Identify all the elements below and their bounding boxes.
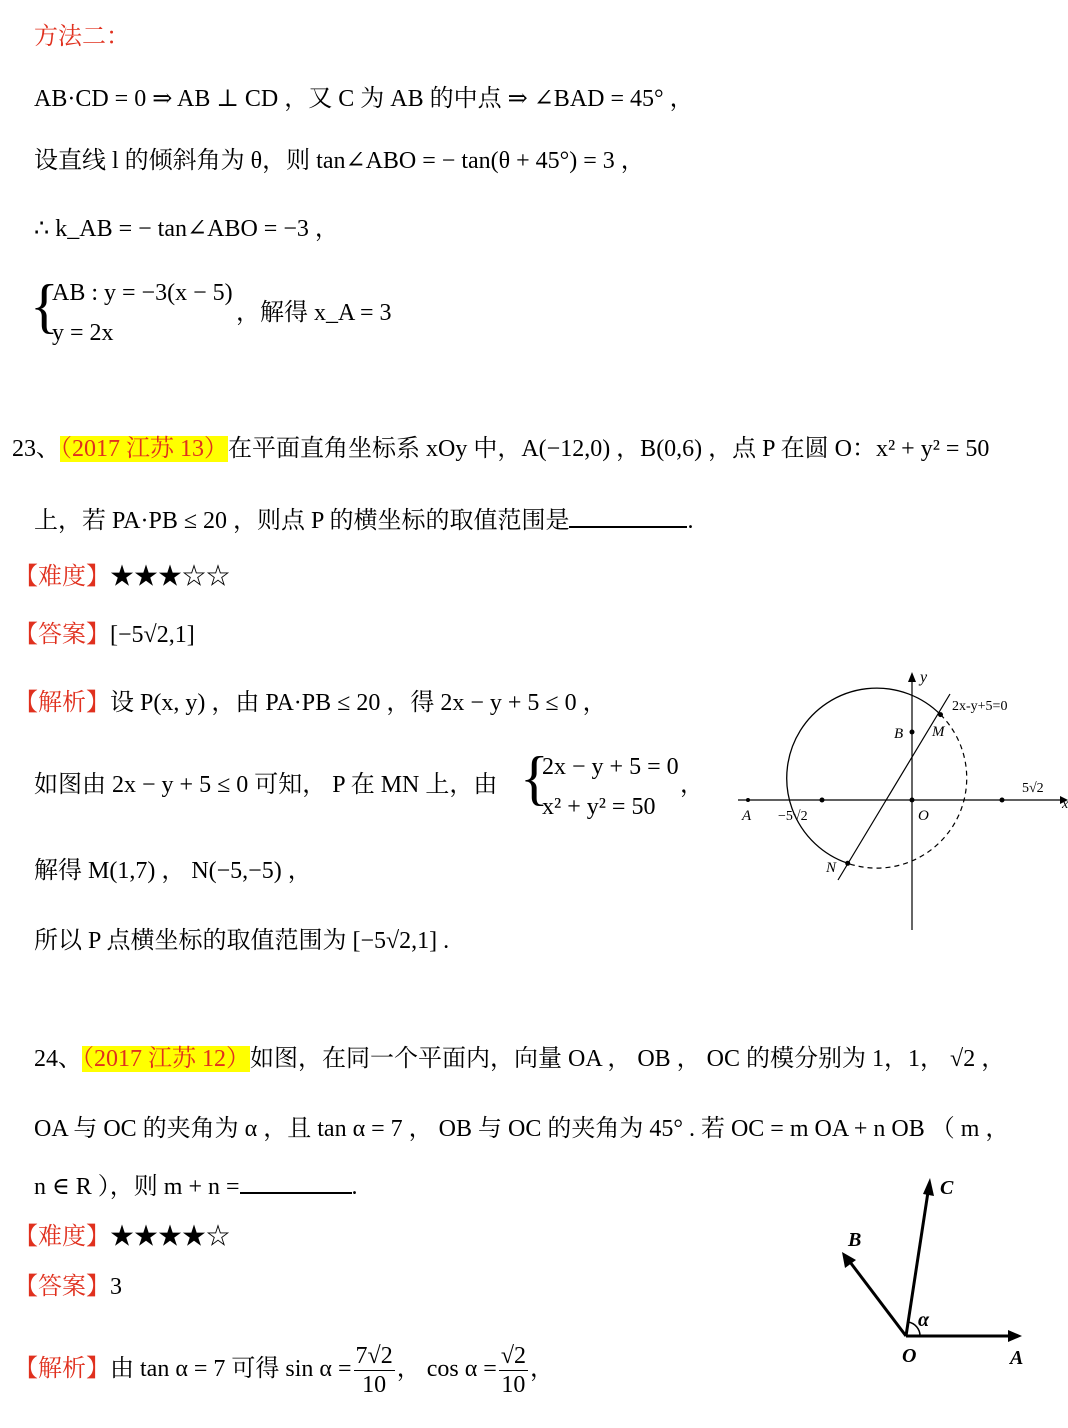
q24-difficulty-label: 【难度】 xyxy=(14,1224,110,1250)
q24-answer-blank xyxy=(240,1192,352,1194)
q23-system-eq-1: 2x − y + 5 = 0 xyxy=(542,754,679,780)
q23-answer-value: [−5√2,1] xyxy=(110,622,195,648)
q23-analysis-line-1 xyxy=(14,688,607,718)
sin-denominator: 10 xyxy=(362,1372,387,1398)
q23-system-comma: ， xyxy=(680,772,704,798)
q24-difficulty-stars: ★★★★☆ xyxy=(110,1224,230,1250)
point-a xyxy=(746,798,750,802)
method-line-1: AB·CD = 0 ⇒ AB ⊥ CD ，又 C 为 AB 的中点 ⇒ ∠BAD = 45° ， xyxy=(34,86,694,112)
label-neg-5root2: −5√2 xyxy=(778,809,808,824)
q23-analysis-label: 【解析】 xyxy=(14,690,110,716)
q24-answer xyxy=(14,1272,122,1302)
q23-stem-line-2 xyxy=(34,506,693,536)
cos-denominator: 10 xyxy=(501,1372,526,1398)
point-n xyxy=(845,861,850,866)
q23-system-brace: { xyxy=(520,745,549,811)
label-y-axis: y xyxy=(920,669,928,686)
q24-difficulty xyxy=(14,1222,230,1252)
vector-ob xyxy=(850,1262,906,1336)
y-axis-arrow-icon xyxy=(908,672,916,682)
label-alpha: α xyxy=(918,1309,930,1331)
system-brace: { xyxy=(30,273,59,339)
system-solution: ，解得 x_A = 3 xyxy=(236,300,392,326)
label-n: N xyxy=(826,860,837,876)
q24-stem-text-3: n ∈ R ），则 m + n = xyxy=(34,1174,240,1200)
q23-answer xyxy=(14,620,195,650)
cos-numerator: √2 xyxy=(500,1343,526,1369)
q23-system-eq-2: x² + y² = 50 xyxy=(542,794,656,820)
q23-stem-text: 在平面直角坐标系 xOy 中，A(−12,0) ，B(0,6) ，点 P 在圆 O：x² + y² = 50 xyxy=(228,436,990,462)
cos-fraction xyxy=(499,1342,528,1399)
q23-stem-line-1 xyxy=(12,434,989,464)
q24-stem-end: . xyxy=(351,1174,358,1200)
q24-analysis-text-2: ， cos α = xyxy=(396,1356,497,1383)
label-b: B xyxy=(894,726,904,742)
label-o: O xyxy=(902,1345,917,1367)
label-a: A xyxy=(1010,1347,1024,1369)
q24-stem-line-2: OA 与 OC 的夹角为 α ，且 tan α = 7 ， OB 与 OC 的夹角为 45° . 若 OC = m OA + n OB （ m ， xyxy=(34,1116,1010,1142)
q24-stem-line-1 xyxy=(34,1044,1005,1074)
q23-stem-text-2: 上，若 PA·PB ≤ 20 ，则点 P 的横坐标的取值范围是 xyxy=(34,508,570,534)
q23-answer-label: 【答案】 xyxy=(14,622,110,648)
sin-numerator: 7√2 xyxy=(355,1343,393,1369)
line-2x-y-5 xyxy=(838,694,950,880)
label-a: A xyxy=(742,808,752,824)
point-m xyxy=(938,712,943,717)
q24-source-highlight: （2017 江苏 12） xyxy=(82,1046,250,1072)
q24-stem-line-3 xyxy=(34,1172,358,1202)
q23-number: 23、 xyxy=(12,436,60,462)
point-b xyxy=(910,730,915,735)
method-heading: 方法二： xyxy=(34,24,130,50)
label-m: M xyxy=(932,724,945,740)
q24-number: 24、 xyxy=(34,1046,82,1072)
point-o xyxy=(910,798,915,803)
q23-analysis-text-3: 解得 M(1,7) ， N(−5,−5) ， xyxy=(34,858,312,884)
point-neg-5root2 xyxy=(820,798,825,803)
q23-difficulty-label: 【难度】 xyxy=(14,564,110,590)
q24-answer-label: 【答案】 xyxy=(14,1274,110,1300)
q24-answer-value: 3 xyxy=(110,1274,122,1300)
q23-difficulty-stars: ★★★☆☆ xyxy=(110,564,230,590)
q23-analysis-text-4: 所以 P 点横坐标的取值范围为 [−5√2,1] . xyxy=(34,928,450,954)
q24-analysis-text-1: 由 tan α = 7 可得 sin α = xyxy=(110,1356,352,1383)
q23-circle-figure xyxy=(730,668,1068,938)
q23-analysis-text-2: 如图由 2x − y + 5 ≤ 0 可知， P 在 MN 上，由 xyxy=(34,772,498,798)
label-x-axis: x xyxy=(1062,797,1068,812)
q23-analysis-text-1: 设 P(x, y) ，由 PA·PB ≤ 20 ，得 2x − y + 5 ≤ 0 ， xyxy=(110,690,607,716)
method-line-2: 设直线 l 的倾斜角为 θ，则 tan∠ABO = − tan(θ + 45°) = 3 ， xyxy=(34,148,645,174)
label-o: O xyxy=(918,808,929,824)
q23-answer-blank xyxy=(569,526,687,528)
label-c: C xyxy=(940,1177,954,1199)
system-equation-2: y = 2x xyxy=(52,320,114,346)
arrow-a-icon xyxy=(1008,1330,1022,1342)
q23-difficulty xyxy=(14,562,230,592)
q24-vector-figure xyxy=(830,1172,1040,1372)
circle-dashed-arc xyxy=(848,715,967,869)
q24-analysis-label: 【解析】 xyxy=(14,1356,110,1383)
system-equation-1: AB : y = −3(x − 5) xyxy=(52,280,233,306)
q24-analysis-line-1 xyxy=(14,1342,554,1399)
method-line-3: ∴ k_AB = − tan∠ABO = −3 ， xyxy=(34,216,339,242)
label-pos-5root2: 5√2 xyxy=(1022,781,1044,796)
label-line-equation: 2x-y+5=0 xyxy=(952,699,1008,714)
q23-source-highlight: （2017 江苏 13） xyxy=(60,436,228,462)
arrow-c-icon xyxy=(923,1178,934,1196)
sin-fraction xyxy=(354,1342,395,1399)
point-pos-5root2 xyxy=(1000,798,1005,803)
q24-stem-text-1: 如图，在同一个平面内，向量 OA ， OB ， OC 的模分别为 1，1， √2 ， xyxy=(250,1046,1006,1072)
q23-stem-end: . xyxy=(687,508,694,534)
q24-analysis-text-3: ， xyxy=(530,1356,554,1383)
label-b: B xyxy=(848,1229,862,1251)
